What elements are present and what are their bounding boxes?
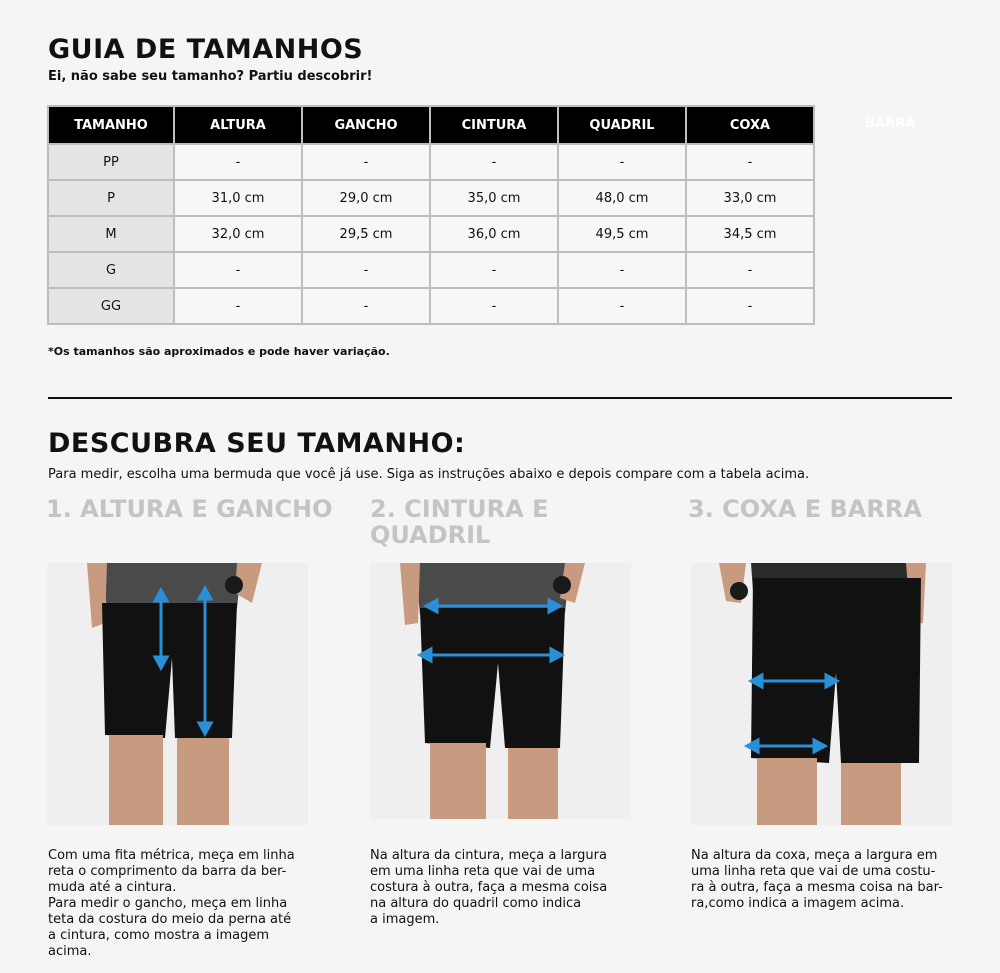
desc-line: a cintura, como mostra a imagem <box>48 928 270 943</box>
table-cell: - <box>430 288 558 324</box>
table-cell: - <box>558 144 686 180</box>
shorts-front-waist-illustration <box>370 563 631 819</box>
step-2-description <box>370 848 630 928</box>
table-cell: 34,5 cm <box>686 216 814 252</box>
table-cell: - <box>430 252 558 288</box>
desc-line: Para medir o gancho, meça em linha <box>48 896 288 911</box>
table-cell: 35,0 cm <box>430 180 558 216</box>
step-1-description <box>48 848 308 960</box>
desc-line: Na altura da coxa, meça a largura em <box>691 848 938 863</box>
table-cell: - <box>686 288 814 324</box>
table-cell: - <box>686 144 814 180</box>
table-cell: 48,0 cm <box>558 180 686 216</box>
step-3-photo <box>691 563 952 825</box>
shorts-back-illustration <box>691 563 952 825</box>
desc-line: ra à outra, faça a mesma coisa na bar- <box>691 880 943 895</box>
table-row <box>48 216 814 252</box>
step-3-title <box>688 496 922 522</box>
table-row <box>48 288 814 324</box>
table-cell: - <box>302 144 430 180</box>
table-cell: 29,5 cm <box>302 216 430 252</box>
step-2-title <box>370 496 548 548</box>
step-1-photo <box>47 563 308 825</box>
table-cell: 29,0 cm <box>302 180 430 216</box>
discover-intro: Para medir, escolha uma bermuda que você já use. Siga as instruções abaixo e depois compare com a tabela acima. <box>48 467 810 482</box>
desc-line: na altura do quadril como indica <box>370 896 582 911</box>
step-2-title-line: QUADRIL <box>370 521 491 549</box>
size-cell: G <box>48 252 174 288</box>
table-cell: - <box>174 252 302 288</box>
header-barra-ghost: BARRA <box>864 116 916 131</box>
desc-line: muda até a cintura. <box>48 880 177 895</box>
step-2-photo <box>370 563 631 819</box>
guide-subtitle: Ei, não sabe seu tamanho? Partiu descobrir! <box>48 69 373 84</box>
size-cell: M <box>48 216 174 252</box>
table-cell: - <box>558 252 686 288</box>
desc-line: uma linha reta que vai de uma costu- <box>691 864 936 879</box>
step-3-description <box>691 848 951 912</box>
desc-line: Na altura da cintura, meça a largura <box>370 848 607 863</box>
desc-line: a imagem. <box>370 912 440 927</box>
header-quadril: QUADRIL <box>558 106 686 144</box>
header-cintura: CINTURA <box>430 106 558 144</box>
table-row <box>48 252 814 288</box>
desc-line: teta da costura do meio da perna até <box>48 912 292 927</box>
size-note: *Os tamanhos são aproximados e pode haver variação. <box>48 345 390 358</box>
table-cell: - <box>558 288 686 324</box>
table-cell: 36,0 cm <box>430 216 558 252</box>
shorts-front-illustration <box>47 563 308 825</box>
table-cell: - <box>302 252 430 288</box>
desc-line: em uma linha reta que vai de uma <box>370 864 596 879</box>
table-row <box>48 180 814 216</box>
discover-title: DESCUBRA SEU TAMANHO: <box>48 428 466 459</box>
header-coxa: COXA <box>686 106 814 144</box>
table-cell: 49,5 cm <box>558 216 686 252</box>
size-cell: PP <box>48 144 174 180</box>
table-cell: - <box>302 288 430 324</box>
header-altura: ALTURA <box>174 106 302 144</box>
size-cell: GG <box>48 288 174 324</box>
size-cell: P <box>48 180 174 216</box>
desc-line: reta o comprimento da barra da ber- <box>48 864 287 879</box>
table-cell: - <box>174 288 302 324</box>
table-cell: 32,0 cm <box>174 216 302 252</box>
table-cell: - <box>686 252 814 288</box>
step-1-title-line: 1. ALTURA E GANCHO <box>46 495 333 523</box>
desc-line: costura à outra, faça a mesma coisa <box>370 880 608 895</box>
table-row <box>48 144 814 180</box>
guide-title: GUIA DE TAMANHOS <box>48 34 364 65</box>
table-cell: - <box>430 144 558 180</box>
table-header-row <box>48 106 814 144</box>
desc-line: ra,como indica a imagem acima. <box>691 896 905 911</box>
step-2-title-line: 2. CINTURA E <box>370 495 549 523</box>
size-table <box>47 105 815 325</box>
table-cell: 31,0 cm <box>174 180 302 216</box>
header-gancho: GANCHO <box>302 106 430 144</box>
step-3-title-line: 3. COXA E BARRA <box>688 495 922 523</box>
table-cell: 33,0 cm <box>686 180 814 216</box>
desc-line: acima. <box>48 944 92 959</box>
table-cell: - <box>174 144 302 180</box>
section-divider <box>48 397 952 399</box>
header-tamanho: TAMANHO <box>48 106 174 144</box>
step-1-title <box>46 496 333 522</box>
desc-line: Com uma fita métrica, meça em linha <box>48 848 295 863</box>
